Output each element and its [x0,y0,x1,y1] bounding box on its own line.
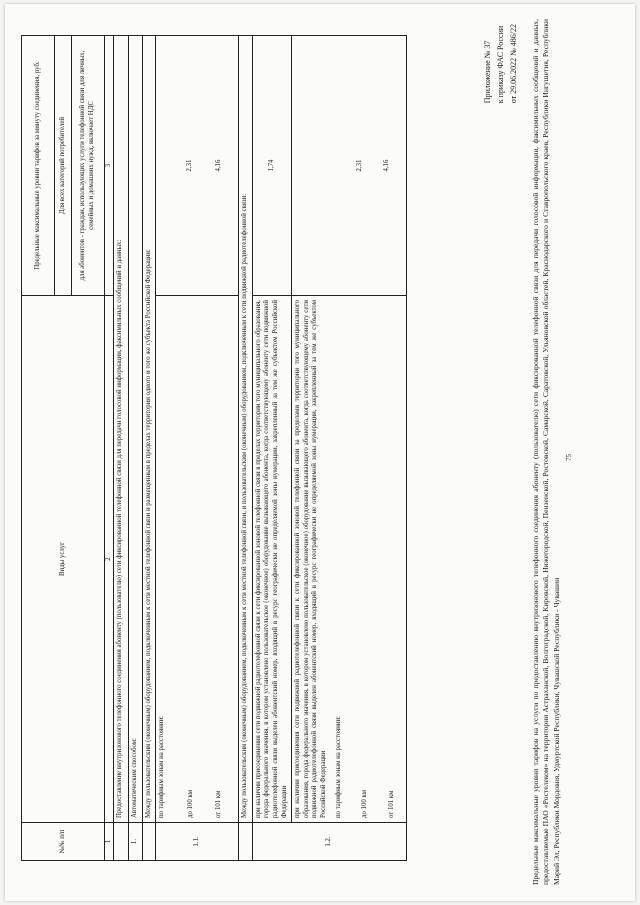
header-row [22,36,55,861]
row-1-2b-price-1: 2,31 [356,159,364,172]
rotated-content [5,4,635,901]
appendix-line-1: Приложение № 37 [483,40,492,104]
appendix-line-2: к приказу ФАС России [496,25,505,104]
header-tariff-all: Для всех категорий потребителей [55,36,72,296]
row-1-2b-text: при наличии присоединения сети подвижной радиотелефонной связи к сети фиксированной зоновой телефонной связи за пределами территории того муниципального образования, города федерального значения, в котором установлено пользовательское (оконечное) оборудование вызывающего абонента, когда соответствующему абоненту сети подвижной радиотелефонной связи выделен абонентский номер, входящий в ресурс географически не определяемой зоны нумерации, закрепленный за тем же субъектом Российской Федерации [294,300,327,818]
row-1-2a-price: 1,74 [252,36,291,296]
row-1-2b-title: по тарифным зонам на расстоянии: [334,715,342,818]
row-1-1-zone-2: от 101 км [215,790,223,818]
row-1-1 [156,36,239,861]
row-1-1-zone-1: до 100 км [186,789,194,818]
row-1-2b-zone-1: до 100 км [361,789,369,818]
tariff-table [21,35,407,861]
section-row [114,36,129,861]
row-1-2a [252,36,291,861]
row-1-2b [292,36,407,861]
col-number-1: 1 [105,823,114,861]
document-intro: Предельные максимальные уровни тарифов на услуги по предоставлению внутризонового телефонного соединения абоненту (пользователю) сети фиксированной телефонной связи для передачи голосовой информации, факсимильных сообщений и данных, предоставляемые ПАО «Ростелеком» на территории Астраханской, Волгоградской, Кировской, Нижегородской, Пензенской, Ростовской, Самарской, Саратовской, Ульяновской областей, Краснодарского и Ставропольского краев, Республики Ингушетия, Республики Марий Эл, Республики Мордовия, Удмуртской Республики, Чувашской Республики - Чувашии [531,19,561,885]
col-number-3: 3 [105,36,114,296]
row-1-1-title: по тарифным зонам на расстоянии: [158,715,166,818]
row-1 [129,36,143,861]
appendix-header [481,24,520,103]
row-1-1-price-2: 4,16 [214,159,222,172]
row-1-1-text [156,296,239,823]
row-1-2-num: 1.2. [252,823,406,861]
row-1-1-num: 1.1. [156,823,239,861]
row-1-subheading-2 [239,36,253,861]
header-tariff-group: Предельные максимальные уровни тарифов за минуту соединения, руб. [22,36,55,296]
document-page [5,4,635,901]
page-number: 75 [565,454,573,461]
appendix-line-3: от 29.06.2022 № 486/22 [509,24,518,104]
row-1-num: 1. [129,823,143,861]
row-1-1-prices [156,36,239,296]
col-number-2: 2 [105,296,114,823]
header-num: №№ п/п [22,823,105,861]
row-1-text: Автоматическим способом: [129,36,143,823]
row-1-2a-text: при наличии присоединения сети подвижной радиотелефонной связи к сети фиксированной зоновой телефонной связи в пределах территории того муниципального образования, города федерального значения, в котором установлено пользовательское (оконечное) оборудование вызывающего абонента, когда соответствующему абоненту сети подвижной радиотелефонной связи выделен абонентский номер, входящий в ресурс географически не определяемой зоны нумерации, закрепленный за тем же субъектом Российской Федерации [252,296,291,823]
row-1-subheading [142,36,156,861]
row-1-sub-text: Между пользовательским (оконечным) оборудованием, подключенным к сети местной телефонной связи и размещенным в пределах территории одного и того же субъекта Российской Федерации: [142,36,156,823]
row-1-2b-cell [292,296,407,823]
header-tariff-citizens: для абонентов - граждан, использующих услуги телефонной связи для личных, семейных и домашних нужд, включает НДС [72,36,105,296]
row-1-2b-prices [292,36,407,296]
row-1-2b-zone-2: от 101 км [387,790,395,818]
row-1-2b-price-2: 4,16 [382,159,390,172]
row-1-1-price-1: 2,31 [186,159,194,172]
row-1-sub-text-2: Между пользовательским (оконечным) оборудованием, подключенным к сети местной телефонной связи, и пользовательским (оконечным) оборудованием, подключенным к сети подвижной радиотелефонной связи: [239,36,253,823]
column-number-row [105,36,114,861]
header-service: Виды услуг [22,296,105,823]
section-title: Предоставление внутризонового телефонного соединения абоненту (пользователю) сети фиксированной телефонной связи для передачи голосовой информации, факсимильных сообщений и данных: [114,36,129,823]
